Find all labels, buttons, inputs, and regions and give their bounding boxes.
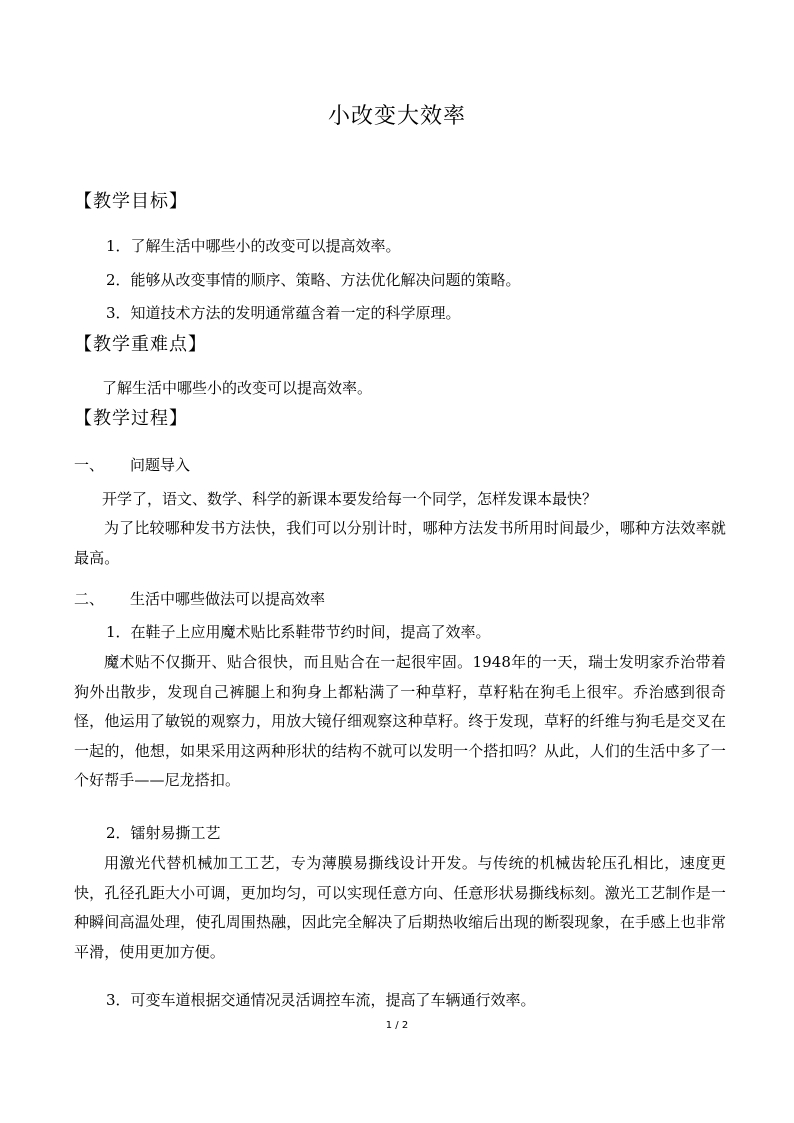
- part2-item1: 1．在鞋子上应用魔术贴比系鞋带节约时间，提高了效率。: [106, 623, 491, 641]
- objectives-heading: 【教学目标】: [74, 191, 188, 212]
- part2-item2: 2．镭射易撕工艺: [106, 824, 221, 842]
- objective-item-2: 2．能够从改变事情的顺序、策略、方法优化解决问题的策略。: [106, 271, 521, 289]
- part1-paragraph: 为了比较哪种发书方法快，我们可以分别计时，哪种方法发书所用时间最少，哪种方法效率就最高。: [74, 519, 726, 567]
- objective-item-1: 1．了解生活中哪些小的改变可以提高效率。: [106, 237, 401, 255]
- laser-paragraph: 用激光代替机械加工工艺，专为薄膜易撕线设计开发。与传统的机械齿轮压孔相比，速度更快，孔径孔距大小可调，更加均匀，可以实现任意方向、任意形状易撕线标刻。激光工艺制作是一种瞬间高温处理，使孔周围热融，因此完全解决了后期热收缩后出现的断裂现象，在手感上也非常平滑，使用更加方便。: [74, 854, 726, 961]
- process-heading: 【教学过程】: [74, 408, 188, 429]
- document-title: 小改变大效率: [327, 104, 466, 129]
- part1-number: 一、: [74, 456, 105, 474]
- key-points-text: 了解生活中哪些小的改变可以提高效率。: [102, 379, 373, 397]
- objective-item-3: 3．知道技术方法的发明通常蕴含着一定的科学原理。: [106, 304, 461, 322]
- key-points-heading: 【教学重难点】: [74, 334, 207, 355]
- page-number: 1 / 2: [385, 1020, 409, 1031]
- part1-title: 问题导入: [130, 456, 191, 474]
- part2-number: 二、: [74, 590, 105, 608]
- part2-item3: 3．可变车道根据交通情况灵活调控车流，提高了车辆通行效率。: [106, 991, 536, 1009]
- part2-title: 生活中哪些做法可以提高效率: [130, 590, 326, 608]
- part1-line1: 开学了，语文、数学、科学的新课本要发给每一个同学，怎样发课本最快？: [102, 490, 598, 508]
- velcro-paragraph: 魔术贴不仅撕开、贴合很快，而且贴合在一起很牢固。1948年的一天，瑞士发明家乔治带着狗外出散步，发现自己裤腿上和狗身上都粘满了一种草籽，草籽粘在狗毛上很牢。乔治感到很奇怪，他运用了敏锐的观察力，用放大镜仔细观察这种草籽。终于发现，草籽的纤维与狗毛是交叉在一起的，他想，如果采用这两种形状的结构不就可以发明一个搭扣吗？从此，人们的生活中多了一个好帮手——尼龙搭扣。: [74, 653, 726, 789]
